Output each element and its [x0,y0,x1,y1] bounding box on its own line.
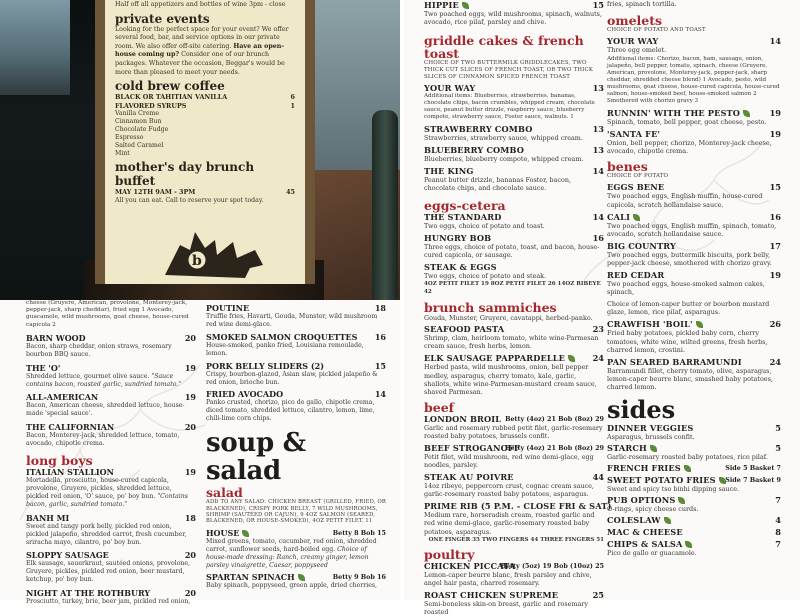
section-title-long-boys: long boys [26,453,93,469]
menu-item: ELK SAUSAGE PAPPARDELLE 24 Herbed pasta, wild mushrooms, onion, bell pepper medley, asparagus, cherry tomato, kale, garlic, shallots, white wine-Parmesan-mustard cream sauce, shaved Parmesan. [424,353,604,396]
section-title-griddle: griddle cakes & french toast [424,33,584,62]
section-note-salad: ADD TO ANY SALAD: CHICKEN BREAST (GRILLED, FRIED, OR BLACKENED), CRISPY PORK BELLY, 7 WILD MUSHROOMS, SHRIMP (SAUTÉED OR CAJUN), 9 4OZ SALMON (SEARED, BLACKENED, OR HOUSE-SMOKED), 4OZ PETIT FILET. 11 [206,499,386,525]
continued-text: fries, spinach tortilla. [607,0,677,8]
menu-item: PUB OPTIONS 7 O-rings, spicy cheese curds. [607,495,781,514]
section-title-omelets: omelets [607,13,663,29]
menu-page-right [404,0,800,616]
menu-item: EGGS BENE 15 Two poached eggs, English muffin, house-cured capicola, scratch hollandaise sauce. [607,182,781,209]
menu-item: RUNNIN' WITH THE PESTO 19 Spinach, tomato, bell pepper, goat cheese, pesto. [607,108,781,127]
steak-sizes: 4OZ PETIT FILET 19 8OZ PETIT FILET 26 14OZ RIBEYE 42 [424,280,601,296]
right-menu-column-b [607,0,781,557]
private-events-title: private events [115,11,210,26]
section-note-benes: CHOICE OF POTATO [607,173,669,180]
menu-item: RED CEDAR 19 Two poached eggs, house-smoked salmon cakes, spinach, [607,270,781,297]
left-menu-column-c [26,300,196,606]
flavor-item: Espresso [115,134,144,142]
left-menu-column-d [206,300,386,590]
bottle [372,110,398,300]
table-card [95,0,315,284]
card-header-text: Half off all appetizers and bottles of wine 3pm - close [115,1,286,8]
section-title-benes: benes [607,159,648,175]
menu-item: STEAK AU POIVRE 44 14oz ribeye, peppercorn crust, cognac cream sauce, garlic-rosemary roasted baby potatoes, asparagus. [424,472,604,499]
svg-text:b: b [192,253,202,269]
menu-item: HIPPIE 15 Two poached eggs, wild mushrooms, spinach, walnuts, avocado, rice pilaf, parsley and chive. [424,0,604,27]
menu-item: SEAFOOD PASTA 23 Shrimp, clam, heirloom tomato, white wine-Parmesan cream sauce, fresh herbs, lemon. [424,324,604,351]
menu-page-left [0,300,400,606]
menu-item: THE KING 14 Peanut butter drizzle, bananas Foster, bacon, chocolate chips, and chocolate sauce. [424,166,604,193]
omelet-additions: Additional items: Chorizo, bacon, ham, sausage, onion, jalapeño, bell pepper, tomato, spinach, cheese (Gruyere, American, provolone, Monterey-jack, pepper-jack, sharp cheddar, shredded cheese blend) 1 Avocado, pesto, wild mushrooms, goat cheese, house-cured capicola, house-cured salmon, house-smoked beef, house-smoked salmon 2 Smothered with chorizo gravy 3 [607,56,780,105]
vegetarian-leaf-icon [242,530,249,537]
menu-item: PRIME RIB (5 P.M. - CLOSE FRI & SAT) Medium rare, horseradish cream, roasted garlic and red wine demi-glace, garlic-rosemary roasted baby potatoes, asparagus. ONE FINGER 35 TWO FINGERS 44 THREE FINGERS 51 [424,501,612,543]
buffet-row: MAY 12TH 9AM - 3PM 45 [115,188,295,197]
continued-text: cheese (Gruyere, American, provolone, Monterey-jack, pepper-jack, sharp cheddar), fried egg 1 Avocado, guacamole, wild mushrooms, goat cheese, house-cured capicola 2 [26,300,189,328]
menu-item: COLESLAW 4 [607,515,781,526]
section-title-eggs: eggs-cetera [424,197,506,213]
flavor-item: Mint [115,150,130,158]
coffee-row: BLACK OR TAHITIAN VANILLA 6 [115,93,295,102]
menu-item: POUTINE 18 Truffle fries, Havarti, Gouda, Munster, wild mushroom red wine demi-glace. [206,303,386,328]
vegetarian-leaf-icon [684,465,691,472]
menu-item: CRAWFISH 'BOIL' 26 Fried baby potatoes, pickled baby corn, cherry tomatoes, white wine, wilted greens, fresh herbs, charred lemon, crostini. [607,319,781,354]
vegetarian-leaf-icon [685,541,692,548]
menu-item: HUNGRY BOB 16 Three eggs, choice of potato, toast, and bacon, house-cured capicola, or sausage. [424,232,604,259]
flavor-item: Chocolate Fudge [115,126,169,134]
vegetarian-leaf-icon [664,517,671,524]
vegetarian-leaf-icon [650,445,657,452]
flavor-item: Vanilla Creme [115,110,160,118]
section-title-poultry: poultry [424,546,475,562]
menu-item: ROAST CHICKEN SUPREME 25 Semi-boneless skin-on breast, garlic and rosemary roasted [424,589,604,616]
vegetarian-leaf-icon [633,214,640,221]
menu-item: STRAWBERRY COMBO 13 Strawberries, strawberry sauce, whipped cream. [424,124,604,143]
right-menu-column-a [424,0,612,616]
vegetarian-leaf-icon [298,574,305,581]
menu-item: SWEET POTATO FRIES Side 7 Basket 9 Sweet and spicy tso binhi dipping sauce. [607,475,781,494]
section-title-soup-salad: soup & salad [206,428,306,487]
prime-rib-sizes: ONE FINGER 35 TWO FINGERS 44 THREE FINGERS 51 [428,536,604,543]
menu-card-photo [0,0,400,300]
menu-item: THE 'O' 19 Shredded lettuce, gourmet olive sauce. "Sauce contains bacon, roasted garlic, sundried tomato." [26,362,196,388]
section-title-brunch: brunch sammiches [424,300,557,316]
section-title-sides: sides [607,394,676,424]
vegetarian-leaf-icon [568,355,575,362]
menu-item: YOUR WAY 13 Additional items: Blueberries, strawberries, bananas, chocolate chips, bacon crumbles, whipped cream, chocolate sauce, peanut butter drizzle, raspberry sauce, blueberry compote, strawberry sauce, Foster sauce, walnuts. 1 [424,83,604,121]
menu-item: BIG COUNTRY 17 Two poached eggs, buttermilk biscuits, pork belly, pepper-jack cheese, smothered with chorizo gravy. [607,240,781,267]
menu-item: CALI 16 Two poached eggs, English muffin, spinach, tomato, avocado, scratch hollandaise sauce. [607,211,781,238]
menu-item: NIGHT AT THE ROTHBURY 20 Prosciutto, turkey, brie, beer jam, pickled red onion, [26,588,196,606]
menu-item: SPARTAN SPINACH Betty 9 Bob 16 Baby spinach, poppyseed, green apple, dried cherries, [206,572,386,590]
menu-item: BARN WOOD 20 Bacon, sharp cheddar, onion straws, rosemary bourbon BBQ sauce. [26,332,196,358]
vegetarian-leaf-icon [678,497,685,504]
menu-item: LONDON BROIL Betty (4oz) 21 Bob (8oz) 29 Garlic and rosemary rubbed petit filet, garlic-rosemary roasted baby potatoes, brussels confit. [424,413,604,440]
window-background [0,0,70,95]
vegetarian-leaf-icon [696,321,703,328]
menu-item: ALL-AMERICAN 19 Bacon, American cheese, shredded lettuce, house-made 'special sauce'. [26,392,196,418]
menu-item: THE STANDARD 14 Two eggs, choice of potato and toast. [424,211,604,230]
menu-item: HOUSE Betty 8 Bob 15 Mixed greens, tomato, cucumber, red onion, shredded carrot, sunflower seeds, hard-boiled egg. Choice of house-made dressing: Ranch, creamy ginger, lemon parsley vinaigrette, Caesar, poppyseed [206,527,386,569]
section-note-griddle: CHOICE OF TWO BUTTERMILK GRIDDLECAKES, TWO THICK CUT SLICES OF FRENCH TOAST, OR TWO THICK SLICES OF CINNAMON SPICED FRENCH TOAST [424,60,594,81]
menu-item: ITALIAN STALLION 19 Mortadella, prosciutto, house-cured capicola, provolone, Gruyere, pickles, shredded lettuce, pickled red onion, 'O' sauce, po' boy bun. "Contains bacon, garlic, sundried tomato." [26,467,196,508]
coffee-row: FLAVORED SYRUPS 1 [115,101,295,110]
menu-item: CHIPS & SALSA 7 Pico de gallo or guacamole. [607,539,781,558]
menu-item: CHICKEN PICCATA Betty (5oz) 19 Bob (10oz) 25 Lemon-caper beurre blanc, fresh parsley and chive, angel hair pasta, charred rosemary. [424,560,604,587]
menu-item: YOUR WAY 14 Three egg omelet. [607,36,781,55]
section-title-beef: beef [424,399,455,415]
menu-item: SMOKED SALMON CROQUETTES 16 House-smoked, panko fried, Louisiana remoulade, lemon. [206,331,386,357]
menu-item: PORK BELLY SLIDERS (2) 15 Crispy, bourbon-glazed, Asian slaw, pickled jalapeño & red onion, brioche bun. [206,360,386,386]
menu-item: 'SANTA FE' 19 Onion, bell pepper, chorizo, Monterey-jack cheese, avocado, chipotle crema. [607,129,781,156]
menu-item: THE CALIFORNIAN 20 Bacon, Monterey-jack, shredded lettuce, tomato, avocado, chipotle crema. [26,422,196,448]
buffet-title: mother's day brunch buffet [115,160,255,189]
buffet-note: All you can eat. Call to reserve your spot today. [115,196,264,204]
menu-item: BEEF STROGANOFF Betty (4oz) 21 Bob (8oz) 29 Petit filet, wild mushroom, red wine demi-glace, egg noodles, parsley. [424,442,604,470]
menu-item: FRENCH FRIES Side 5 Basket 7 [607,463,781,474]
menu-item: BANH MI 18 Sweet and tangy pork belly, pickled red onion, pickled jalapeño, shredded carrot, fresh cucumber, sriracha mayo, cilantro, po' boy bun. [26,512,196,546]
menu-item: STARCH 5 Garlic-rosemary roasted baby potatoes, rice pilaf. [607,443,781,462]
dragon-logo-icon [145,220,285,280]
cold-brew-title: cold brew coffee [115,79,225,94]
menu-item: MAC & CHEESE 8 [607,527,781,538]
menu-item: BLUEBERRY COMBO 13 Blueberries, blueberry compote, whipped cream. [424,145,604,164]
section-title-salad: salad [206,485,243,501]
fish-note: Choice of lemon-caper butter or bourbon mustard glaze, lemon, rice pilaf, asparagus. [607,300,770,317]
vegetarian-leaf-icon [743,110,750,117]
section-note-omelets: CHOICE OF POTATO AND TOAST [607,27,706,34]
flavor-item: Cinnamon Bun [115,118,162,126]
menu-item: PAN SEARED BARRAMUNDI 24 Barramundi fillet, cherry tomato, olive, asparagus, lemon-caper beurre blanc, smashed baby potatoes, charred lemon. [607,356,781,391]
flavor-item: Salted Caramel [115,142,164,150]
menu-item: DINNER VEGGIES 5 Asparagus, brussels confit. [607,422,781,441]
menu-item: SLOPPY SAUSAGE 20 Elk sausage, sauerkraut, sautéed onions, provolone, Gruyere, pickles, pickled red onion, beer mustard, ketchup, po' boy bun. [26,550,196,584]
private-events-text: Looking for the perfect space for your event? We offer several food, bar, and service options in our private room. We also offer off-site catering. Have an open-house coming up? Consider one of our brunch packages. Whatever the occasion, Beggar's would be more than pleased to meet your needs. [115,25,289,76]
menu-item: STEAK & EGGS Two eggs, choice of potato and steak. 4OZ PETIT FILET 19 8OZ PETIT FILET 26 14OZ RIBEYE 42 [424,262,604,296]
vegetarian-leaf-icon [462,2,469,9]
menu-item: FRIED AVOCADO 14 Panko crusted, chorizo, pico de gallo, chipotle crema, diced tomato, shredded lettuce, cilantro, lemon, lime, chili-lime corn chips. [206,389,386,423]
section-note-brunch: Gouda, Munster, Gruyere, cavatappi, herbed-panko. [424,314,593,323]
